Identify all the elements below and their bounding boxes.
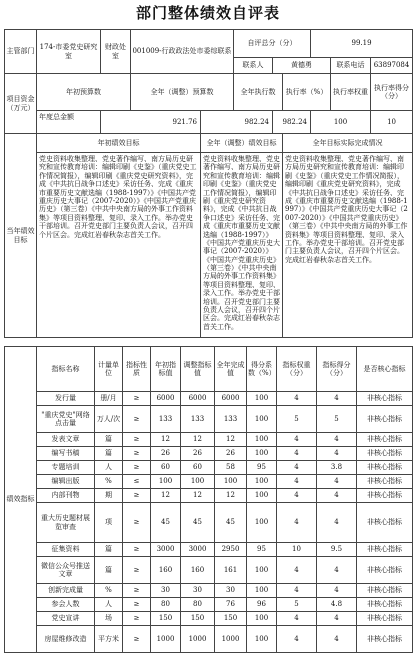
- indicator-annual: 45: [151, 503, 181, 543]
- indicator-unit: 项: [95, 503, 123, 543]
- contact-label: 联系人: [234, 58, 273, 74]
- indicator-score: 5: [317, 406, 357, 433]
- indicator-actual: 2950: [215, 543, 247, 557]
- col-unit-header: 计量单位: [95, 347, 123, 392]
- indicator-weight: 4: [277, 612, 317, 626]
- indicator-actual: 150: [215, 612, 247, 626]
- col-nature-header: 指标性质: [123, 347, 151, 392]
- indicator-actual: 26: [215, 447, 247, 461]
- col-coef-header: 得分系数（%）: [247, 347, 277, 392]
- table-row: [5, 584, 413, 598]
- indicator-core: 非核心指标: [357, 626, 413, 653]
- indicator-core: 非核心指标: [357, 612, 413, 626]
- indicator-adjusted: 1000: [181, 626, 215, 653]
- indicator-name: 编写书稿: [37, 447, 95, 461]
- table-row: [5, 433, 413, 447]
- indicator-unit: 场: [95, 612, 123, 626]
- goals-row-label: 当年绩效目标: [5, 134, 37, 338]
- score-label: 自评总分（分）: [234, 30, 311, 58]
- indicator-name: 内部刊物: [37, 489, 95, 503]
- indicator-section-label: 绩效指标: [5, 347, 37, 653]
- indicator-coef: 100: [247, 503, 277, 543]
- indicator-core: 非核心指标: [357, 447, 413, 461]
- indicator-name: 发行量: [37, 392, 95, 406]
- table-row: [5, 406, 413, 433]
- executed-header: 全年执行数: [234, 74, 283, 111]
- indicator-annual: 1000: [151, 626, 181, 653]
- indicator-unit: 篇: [95, 447, 123, 461]
- phone-label: 联系电话: [331, 58, 371, 74]
- indicator-actual: 30: [215, 584, 247, 598]
- indicator-name: 专题培训: [37, 461, 95, 475]
- indicator-nature: ≥: [123, 584, 151, 598]
- indicator-score: 4.8: [317, 598, 357, 612]
- adjusted-budget-header: 全年（调整）预算数: [131, 74, 234, 111]
- indicator-annual: 150: [151, 612, 181, 626]
- indicator-nature: ≥: [123, 433, 151, 447]
- indicator-core: 非核心指标: [357, 433, 413, 447]
- actual-goal-header: 全年目标实际完成情况: [283, 134, 413, 153]
- indicator-annual: 3000: [151, 543, 181, 557]
- indicator-weight: 4: [277, 503, 317, 543]
- indicator-actual: 58: [215, 461, 247, 475]
- indicator-adjusted: 3000: [181, 543, 215, 557]
- indicator-unit: 万人/次: [95, 406, 123, 433]
- table-row: [5, 626, 413, 653]
- indicator-annual: 160: [151, 557, 181, 584]
- indicator-score: 3.8: [317, 461, 357, 475]
- indicator-adjusted: 60: [181, 461, 215, 475]
- indicator-unit: 期: [95, 489, 123, 503]
- indicator-score: 4: [317, 489, 357, 503]
- summary-table: [4, 29, 413, 338]
- actual-goal-text: 党史资料收集整理、党史著作编写、南方局历史研究和宣传教育培训：编辑印刷《史鉴》（重庆党史工作情况简报），编辑印刷《重庆党史研究资料》，完成《中共抗日战争口述史》采访任务、完成《重庆市重要历史文献选编（1988-1997）》《中国共产党重庆历史大事记（2007-2020）》《中国共产党重庆历史》（第三卷）《中共中央南方局的外事工作资料集》等项目资料整理、复印、录入工作。举办党史干部培训。召开党史部门主要负责人会议，召开四个片区会。完成红岩春秋杂志首关工作。: [283, 153, 413, 338]
- indicator-weight: 4: [277, 584, 317, 598]
- indicator-nature: ≥: [123, 612, 151, 626]
- indicator-nature: ≥: [123, 406, 151, 433]
- indicator-weight: 10: [277, 543, 317, 557]
- rate-score-header: 执行率得分（分）: [371, 74, 413, 111]
- col-actual-header: 全年完成值: [215, 347, 247, 392]
- indicator-core: 非核心指标: [357, 598, 413, 612]
- indicator-annual: 60: [151, 461, 181, 475]
- indicator-name: 编辑出版: [37, 475, 95, 489]
- indicator-core: 非核心指标: [357, 584, 413, 598]
- indicator-adjusted: 160: [181, 557, 215, 584]
- col-adjusted-header: 调整指标值: [181, 347, 215, 392]
- indicator-adjusted: 100: [181, 475, 215, 489]
- indicator-coef: 100: [247, 475, 277, 489]
- table-row: [5, 392, 413, 406]
- indicator-annual: 30: [151, 584, 181, 598]
- indicator-score: 9.5: [317, 543, 357, 557]
- indicator-unit: 册/月: [95, 392, 123, 406]
- indicator-coef: 100: [247, 433, 277, 447]
- indicator-nature: ≥: [123, 392, 151, 406]
- indicator-weight: 5: [277, 598, 317, 612]
- indicator-actual: 45: [215, 503, 247, 543]
- indicator-nature: ≥: [123, 461, 151, 475]
- page-title: 部门整体绩效自评表: [135, 4, 280, 22]
- indicator-adjusted: 30: [181, 584, 215, 598]
- indicator-actual: 100: [215, 475, 247, 489]
- weight-value: 10: [371, 111, 413, 134]
- indicator-name: 征集资料: [37, 543, 95, 557]
- indicator-name: 党史宣讲: [37, 612, 95, 626]
- indicator-actual: 161: [215, 557, 247, 584]
- initial-goal-header: 年初绩效目标: [37, 134, 201, 153]
- indicator-score: 4: [317, 392, 357, 406]
- table-row: [5, 447, 413, 461]
- indicator-core: 非核心指标: [357, 489, 413, 503]
- indicator-nature: ≥: [123, 489, 151, 503]
- indicator-nature: ≥: [123, 447, 151, 461]
- initial-goal-text: 党史资料收集整理、党史著作编写、南方局历史研究和宣传教育培训：编辑印刷《史鉴》（重庆党史工作情况简报），编辑印刷《重庆党史研究资料》，完成《中共抗日战争口述史》采访任务、完成《重庆市重要历史文献选编（1988-1997）》《中国共产党重庆历史大事记（2007-2020）》《中国共产党重庆历史》（第三卷）《中共中央南方局的外事工作资料集》等项目资料整理、复印、录入工作。举办党史干部培训。召开党史部门主要负责人会议，召开四个片区会。完成红岩春秋杂志首关工作。: [37, 153, 201, 338]
- indicator-core: 非核心指标: [357, 557, 413, 584]
- indicator-core: 非核心指标: [357, 543, 413, 557]
- indicator-coef: 95: [247, 461, 277, 475]
- indicator-adjusted: 12: [181, 433, 215, 447]
- indicator-core: 非核心指标: [357, 392, 413, 406]
- adjusted-goal-text: 党史资料收集整理、党史著作编写、南方局历史研究和宣传教育培训：编辑印刷《史鉴》（重庆党史工作情况简报），编辑印刷《重庆党史研究资料》，完成《中共抗日战争口述史》采访任务、完成《重庆市重要历史文献选编（1988-1997）》《中国共产党重庆历史大事记（2007-2020）》《中国共产党重庆历史》（第三卷）《中共中央南方局的外事工作资料集》等项目资料整理、复印、录入工作。举办党史干部培训。召开党史部门主要负责人会议，召开四个片区会。完成红岩春秋杂志首关工作。: [201, 153, 283, 338]
- indicator-actual: 6000: [215, 392, 247, 406]
- indicator-score: 4: [317, 447, 357, 461]
- col-score-header: 指标得分（分）: [317, 347, 357, 392]
- indicator-unit: 人: [95, 461, 123, 475]
- indicator-annual: 26: [151, 447, 181, 461]
- table-row: [5, 475, 413, 489]
- indicator-coef: 100: [247, 584, 277, 598]
- indicator-coef: 100: [247, 392, 277, 406]
- indicator-weight: 4: [277, 475, 317, 489]
- indicator-actual: 133: [215, 406, 247, 433]
- indicator-actual: 76: [215, 598, 247, 612]
- table-row: [5, 461, 413, 475]
- indicator-coef: 100: [247, 626, 277, 653]
- unit-label: 财政处室: [101, 30, 131, 74]
- contact-value: 黄德勇: [273, 58, 331, 74]
- funds-row-label: 项目资金（万元）: [5, 74, 37, 134]
- exec-rate-header: 执行率（%）: [283, 74, 331, 111]
- phone-value: 63897084: [371, 58, 413, 74]
- indicator-name: 发表文章: [37, 433, 95, 447]
- indicator-annual: 12: [151, 489, 181, 503]
- indicator-coef: 100: [247, 447, 277, 461]
- indicator-coef: 100: [247, 406, 277, 433]
- indicator-unit: 篇: [95, 543, 123, 557]
- indicator-name: 重大历史题材展览审查: [37, 503, 95, 543]
- indicator-adjusted: 80: [181, 598, 215, 612]
- indicator-weight: 4: [277, 626, 317, 653]
- score-value: 99.19: [311, 30, 413, 58]
- dept-value: 174-市委党史研究室: [37, 30, 101, 74]
- indicator-adjusted: 45: [181, 503, 215, 543]
- unit-value: 001009-行政政法处市委综联系: [131, 30, 234, 74]
- indicator-name: "重庆党史"网络点击量: [37, 406, 95, 433]
- indicator-weight: 4: [277, 433, 317, 447]
- indicator-score: 4: [317, 475, 357, 489]
- indicator-name: 创新完成量: [37, 584, 95, 598]
- indicator-actual: 12: [215, 433, 247, 447]
- indicator-score: 4: [317, 557, 357, 584]
- col-annual-header: 年初指标值: [151, 347, 181, 392]
- indicator-unit: 平方米: [95, 626, 123, 653]
- table-row: [5, 543, 413, 557]
- indicator-weight: 4: [277, 489, 317, 503]
- annual-budget-header: 年初预算数: [37, 74, 131, 111]
- total-amount-label: 年度总金额: [37, 111, 101, 134]
- indicator-unit: %: [95, 584, 123, 598]
- indicator-name: 参会人数: [37, 598, 95, 612]
- indicator-weight: 4: [277, 447, 317, 461]
- indicator-core: 非核心指标: [357, 475, 413, 489]
- table-row: [5, 503, 413, 543]
- indicator-annual: 133: [151, 406, 181, 433]
- indicator-unit: %: [95, 475, 123, 489]
- indicator-adjusted: 133: [181, 406, 215, 433]
- indicator-weight: 4: [277, 461, 317, 475]
- table-row: [5, 489, 413, 503]
- indicator-actual: 1000: [215, 626, 247, 653]
- col-core-header: 是否核心指标: [357, 347, 413, 392]
- indicator-core: 非核心指标: [357, 406, 413, 433]
- weight-header: 执行率权重: [331, 74, 371, 111]
- indicator-score: 4: [317, 626, 357, 653]
- annual-budget-value: 921.76: [101, 111, 201, 134]
- indicator-coef: 95: [247, 543, 277, 557]
- exec-rate-value: 100: [311, 111, 371, 134]
- indicator-adjusted: 6000: [181, 392, 215, 406]
- adjusted-budget-value: 982.24: [201, 111, 273, 134]
- indicator-adjusted: 12: [181, 489, 215, 503]
- indicator-coef: 100: [247, 489, 277, 503]
- indicator-core: 非核心指标: [357, 461, 413, 475]
- indicator-table: [4, 346, 413, 653]
- table-row: [5, 598, 413, 612]
- indicator-actual: 12: [215, 489, 247, 503]
- indicator-nature: ≥: [123, 543, 151, 557]
- indicator-unit: 人: [95, 598, 123, 612]
- indicator-score: 4: [317, 584, 357, 598]
- indicator-score: 4: [317, 612, 357, 626]
- indicator-adjusted: 26: [181, 447, 215, 461]
- indicator-score: 4: [317, 433, 357, 447]
- indicator-unit: 篇: [95, 433, 123, 447]
- indicator-adjusted: 150: [181, 612, 215, 626]
- col-weight-header: 指标权重（分）: [277, 347, 317, 392]
- dept-label: 主管部门: [5, 30, 37, 74]
- indicator-nature: ≤: [123, 475, 151, 489]
- indicator-nature: ≥: [123, 626, 151, 653]
- indicator-nature: ≥: [123, 598, 151, 612]
- indicator-coef: 100: [247, 612, 277, 626]
- indicator-score: 4: [317, 503, 357, 543]
- indicator-nature: ≥: [123, 503, 151, 543]
- indicator-annual: 100: [151, 475, 181, 489]
- executed-value: 982.24: [273, 111, 311, 134]
- table-row: [5, 557, 413, 584]
- indicator-name: 房屋维修改造: [37, 626, 95, 653]
- table-row: [5, 612, 413, 626]
- col-name-header: 指标名称: [37, 347, 95, 392]
- indicator-annual: 80: [151, 598, 181, 612]
- indicator-coef: 100: [247, 557, 277, 584]
- indicator-weight: 4: [277, 557, 317, 584]
- indicator-weight: 5: [277, 406, 317, 433]
- indicator-weight: 4: [277, 392, 317, 406]
- indicator-coef: 96: [247, 598, 277, 612]
- indicator-nature: ≥: [123, 557, 151, 584]
- indicator-annual: 12: [151, 433, 181, 447]
- adjusted-goal-header: 全年（调整）绩效目标: [201, 134, 283, 153]
- indicator-unit: 篇: [95, 557, 123, 584]
- indicator-name: 微信公众号推送文章: [37, 557, 95, 584]
- indicator-annual: 6000: [151, 392, 181, 406]
- indicator-core: 非核心指标: [357, 503, 413, 543]
